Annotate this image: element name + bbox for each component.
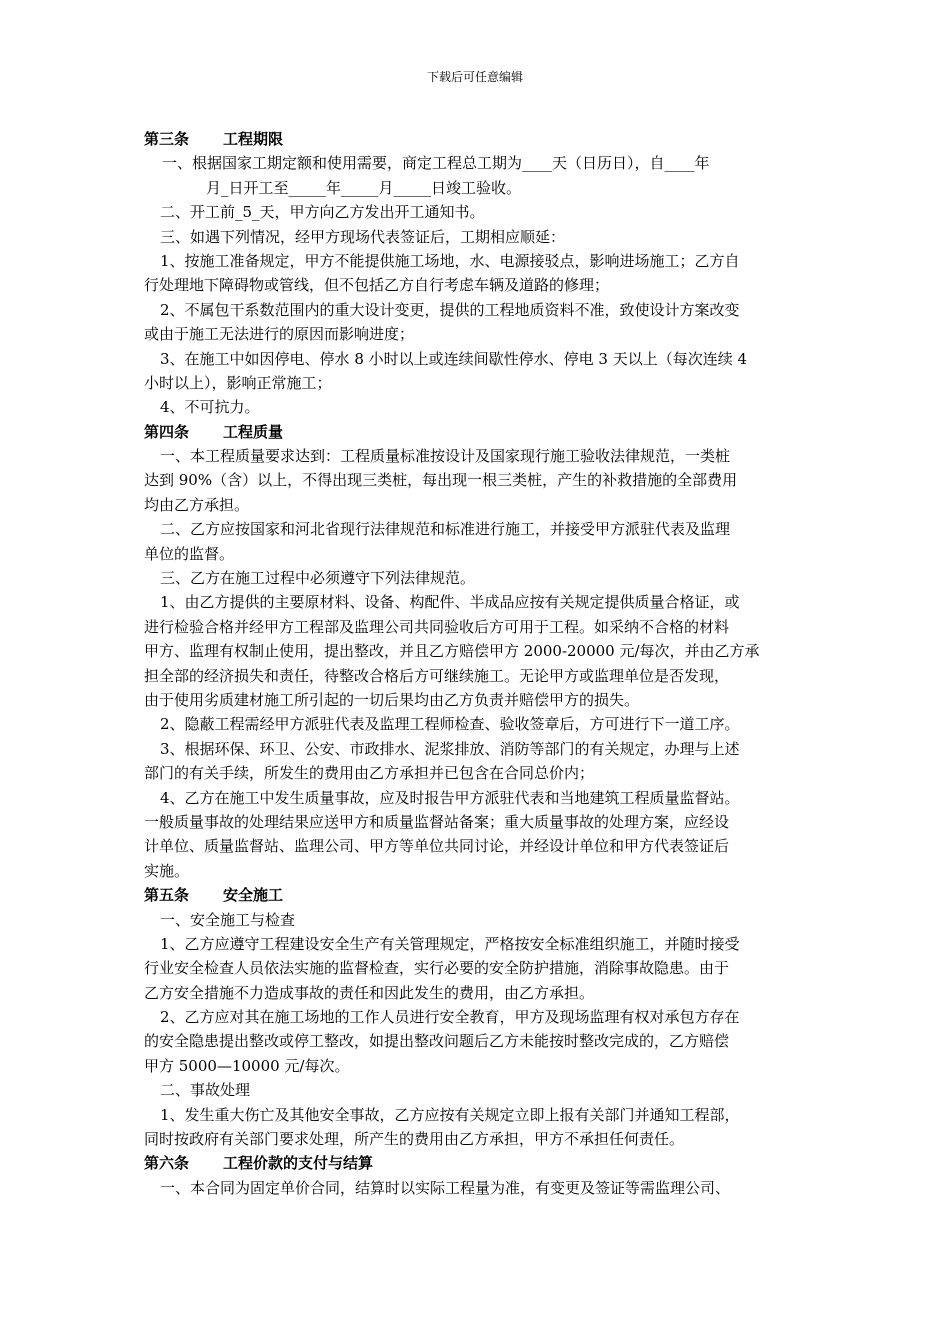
paragraph-line: 乙方安全措施不力造成事故的责任和因此发生的费用，由乙方承担。 <box>144 983 595 1002</box>
paragraph-line: 1、乙方应遵守工程建设安全生产有关管理规定，严格按安全标准组织施工，并随时接受 <box>160 934 740 953</box>
paragraph-line: 的安全隐患提出整改或停工整改，如提出整改问题后乙方未能按时整改完成的，乙方赔偿 <box>144 1032 730 1051</box>
paragraph-line: 计单位、质量监督站、监理公司、甲方等单位共同讨论，并经设计单位和甲方代表签证后 <box>144 837 730 856</box>
paragraph-line: 2、隐蔽工程需经甲方派驻代表及监理工程师检查、验收签章后，方可进行下一道工序。 <box>160 715 740 734</box>
paragraph-line: 4、乙方在施工中发生质量事故，应及时报告甲方派驻代表和当地建筑工程质量监督站。 <box>160 788 740 807</box>
paragraph-line: 2、乙方应对其在施工场地的工作人员进行安全教育，甲方及现场监理有权对承包方存在 <box>160 1008 740 1027</box>
paragraph-line: 进行检验合格并经甲方工程部及监理公司共同验收后方可用于工程。如采纳不合格的材料 <box>144 617 730 636</box>
paragraph-line: 4、不可抗力。 <box>160 398 260 417</box>
paragraph-line: 一、根据国家工期定额和使用需要，商定工程总工期为____天（日历日），自____年 <box>162 154 710 173</box>
paragraph-line: 一、本工程质量要求达到：工程质量标准按设计及国家现行施工验收法律规范，一类桩 <box>160 447 731 466</box>
paragraph-line: 实施。 <box>144 861 190 880</box>
article-heading: 第六条 工程价款的支付与结算 <box>144 1154 374 1173</box>
paragraph-line: 均由乙方承担。 <box>144 495 250 514</box>
paragraph-line: 行处理地下障碍物或管线，但不包括乙方自行考虑车辆及道路的修理； <box>144 276 610 295</box>
paragraph-line: 部门的有关手续，所发生的费用由乙方承担并已包含在合同总价内； <box>144 764 595 783</box>
paragraph-line: 由于使用劣质建材施工所引起的一切后果均由乙方负责并赔偿甲方的损失。 <box>144 690 640 709</box>
paragraph-line: 二、事故处理 <box>160 1081 251 1100</box>
paragraph-line: 3、在施工中如因停电、停水 8 小时以上或连续间歇性停水、停电 3 天以上（每次连续 4 <box>160 349 748 368</box>
article-heading: 第五条 安全施工 <box>144 886 284 905</box>
paragraph-line: 行业安全检查人员依法实施的监督检查，实行必要的安全防护措施，消除事故隐患。由于 <box>144 959 730 978</box>
article-heading: 第四条 工程质量 <box>144 422 284 441</box>
paragraph-line: 同时按政府有关部门要求处理，所产生的费用由乙方承担，甲方不承担任何责任。 <box>144 1130 685 1149</box>
paragraph-line: 一般质量事故的处理结果应送甲方和质量监督站备案；重大质量事故的处理方案，应经设 <box>144 812 730 831</box>
paragraph-line: 三、乙方在施工过程中必须遵守下列法律规范。 <box>160 569 476 588</box>
article-heading: 第三条 工程期限 <box>144 130 284 148</box>
paragraph-line: 1、发生重大伤亡及其他安全事故，乙方应按有关规定立即上报有关部门并通知工程部， <box>160 1105 740 1124</box>
paragraph-line: 1、按施工准备规定，甲方不能提供施工场地，水、电源接驳点，影响进场施工；乙方自 <box>160 251 740 270</box>
paragraph-line: 甲方、监理有权制止使用，提出整改，并且乙方赔偿甲方 2000-20000 元/每次，并由乙方承 <box>144 642 760 661</box>
paragraph-line: 二、乙方应按国家和河北省现行法律规范和标准进行施工，并接受甲方派驻代表及监理 <box>160 520 731 539</box>
contract-document <box>144 127 810 1200</box>
paragraph-line: 3、根据环保、环卫、公安、市政排水、泥浆排放、消防等部门的有关规定，办理与上述 <box>160 739 740 758</box>
paragraph-line: 二、开工前_5_天，甲方向乙方发出开工通知书。 <box>160 203 485 222</box>
paragraph-line: 达到 90%（含）以上，不得出现三类桩，每出现一根三类桩，产生的补救措施的全部费用 <box>144 471 738 490</box>
paragraph-line: 1、由乙方提供的主要原材料、设备、构配件、半成品应按有关规定提供质量合格证，或 <box>160 593 740 612</box>
paragraph-line: 或由于施工无法进行的原因而影响进度； <box>144 325 415 344</box>
paragraph-line: 担全部的经济损失和责任，待整改合格后方可继续施工。无论甲方或监理单位是否发现， <box>144 666 730 685</box>
paragraph-line: 甲方 5000—10000 元/每次。 <box>144 1056 350 1075</box>
paragraph-line: 2、不属包干系数范围内的重大设计变更，提供的工程地质资料不准，致使设计方案改变 <box>160 300 740 319</box>
paragraph-line: 月_日开工至_____年_____月_____日竣工验收。 <box>206 178 522 197</box>
header-note: 下载后可任意编辑 <box>426 70 523 84</box>
paragraph-line: 一、本合同为固定单价合同，结算时以实际工程量为准，有变更及签证等需监理公司、 <box>160 1178 731 1197</box>
paragraph-line: 一、安全施工与检查 <box>160 910 296 929</box>
paragraph-line: 小时以上），影响正常施工； <box>144 373 332 392</box>
paragraph-line: 三、如遇下列情况，经甲方现场代表签证后，工期相应顺延： <box>160 227 566 246</box>
paragraph-line: 单位的监督。 <box>144 544 235 563</box>
